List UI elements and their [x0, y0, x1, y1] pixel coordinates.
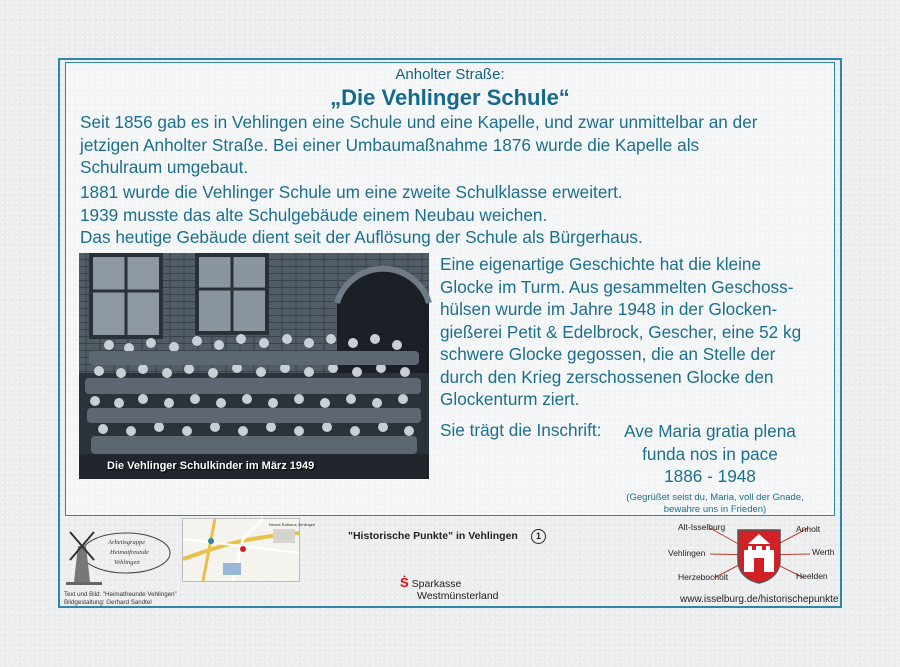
bell-story-line: Glocke im Turm. Aus gesammelten Geschoss- [440, 276, 794, 297]
castle-shield-icon [736, 528, 782, 584]
bell-story-line: Eine eigenartige Geschichte hat die kleine [440, 254, 762, 274]
sponsor-sparkasse [400, 577, 499, 602]
town-werth: Werth [812, 547, 835, 557]
sponsor-region: Westmünsterland [417, 589, 499, 602]
location-map [182, 518, 316, 582]
series-number: 1 [531, 529, 546, 544]
inscription-label: Sie trägt die Inschrift: [440, 420, 602, 440]
page-title: „Die Vehlinger Schule“ [330, 85, 570, 110]
location-subtitle: Anholter Straße: [395, 66, 505, 83]
bell-story-line: Glockenturm ziert. [440, 389, 580, 409]
history-line: 1939 musste das alte Schulgebäude einem Neubau weichen. [80, 204, 548, 225]
credits-line: Bildgestaltung: Gerhard Sandtel [64, 598, 152, 606]
sponsor-name: Sparkasse [411, 578, 462, 590]
history-line: Das heutige Gebäude dient seit der Auflösung der Schule als Bürgerhaus. [80, 227, 643, 247]
intro-paragraph: Seit 1856 gab es in Vehlingen eine Schule und eine Kapelle, und zwar unmittelbar an der jetzigen Anholter Straße. Bei einer Umbaumaßnahme 1876 wurde die Kapelle als Schulraum umgebaut. [80, 112, 758, 177]
map-label: Neues Rathaus Vehlingen [269, 522, 316, 527]
logo-text-line: Arbeitsgruppe [108, 539, 146, 546]
inscription-text [610, 420, 810, 488]
history-line: 1881 wurde die Vehlinger Schule um eine zweite Schulklasse erweitert. [80, 182, 623, 202]
school-class-photo [79, 253, 429, 479]
town-heelden: Heelden [796, 571, 828, 581]
history-paragraph [80, 181, 780, 249]
inscription-line: 1886 - 1948 [664, 466, 756, 486]
bell-story-line: hülsen wurde im Jahre 1948 in der Glocken- [440, 299, 778, 319]
map-illustration [183, 519, 316, 581]
translation-line: bewahre uns in Frieden) [663, 504, 767, 515]
town-anholt: Anholt [796, 524, 821, 534]
website-link[interactable]: www.isselburg.de/historischepunkte [680, 594, 839, 605]
inscription-line: Ave Maria gratia plena [624, 421, 796, 441]
bell-story-line: durch den Krieg zerschossenen Glocke den [440, 366, 774, 387]
logo-text-line: Vehlingen [114, 559, 140, 566]
photo-caption: Die Vehlinger Schulkinder im März 1949 [107, 460, 315, 472]
coat-of-arms-icon [736, 528, 782, 584]
bell-story-line: schwere Glocke gegossen, die an Stelle der [440, 344, 776, 364]
logo-text-line: Heimatfreunde [110, 549, 149, 556]
windmill-logo-icon [64, 516, 172, 590]
sparkasse-s-icon: Ṡ [400, 575, 409, 590]
translation-line: (Gegrüßet seist du, Maria, voll der Gnade, [626, 492, 804, 503]
bell-story-line: gießerei Petit & Edelbrock, Gescher, eine 52 kg [440, 321, 802, 342]
inscription-translation [600, 492, 830, 516]
heimatfreunde-logo [64, 516, 172, 590]
inscription-line: funda nos in pace [642, 443, 778, 464]
series-title: "Historische Punkte" in Vehlingen [348, 530, 518, 542]
town-alt-isselburg: Alt-Isselburg [678, 522, 726, 532]
bell-story [440, 253, 835, 411]
town-herzebocholt: Herzebocholt [678, 572, 729, 582]
town-vehlingen: Vehlingen [668, 548, 706, 558]
credits [64, 591, 177, 606]
school-photo-illustration [79, 253, 429, 479]
credits-line: Text und Bild: "Heimatfreunde Vehlingen" [64, 591, 177, 598]
